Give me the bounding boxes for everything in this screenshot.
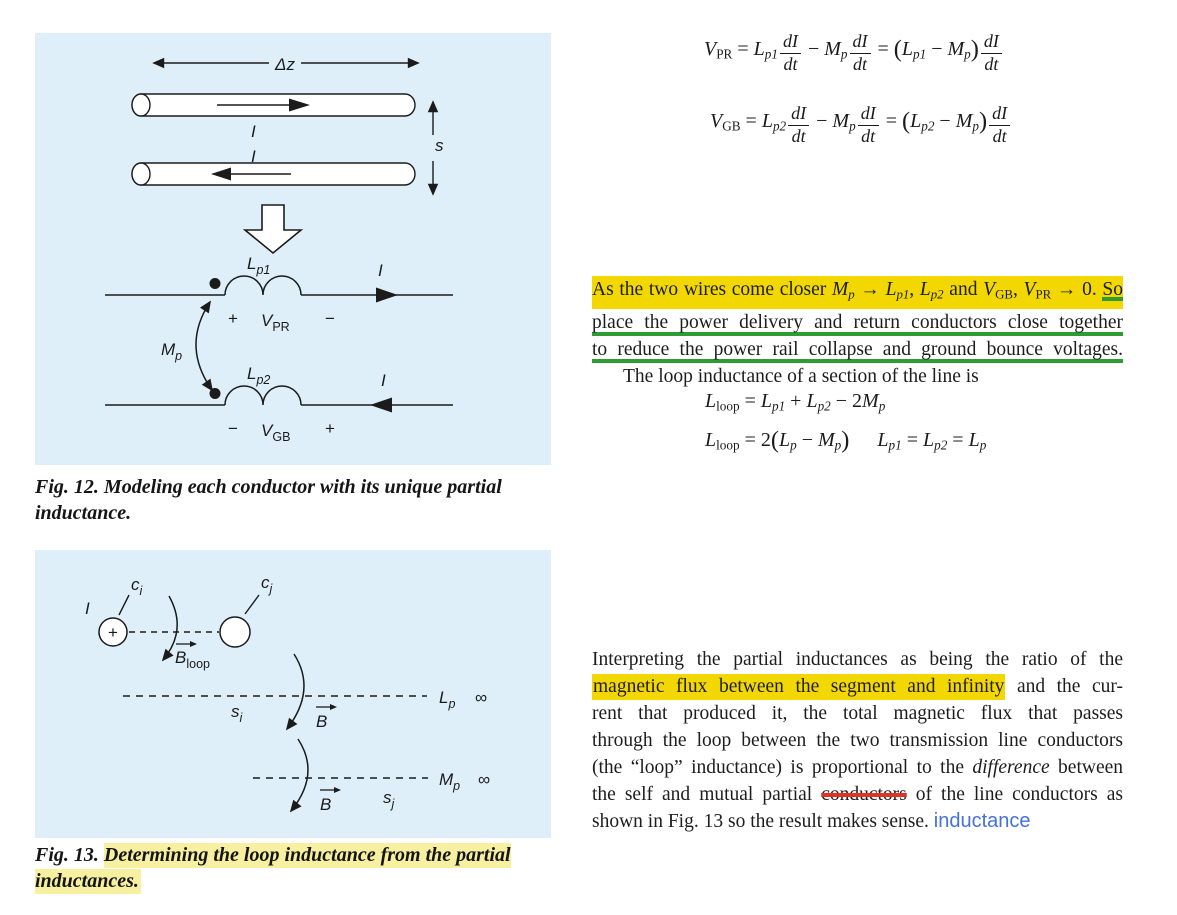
figure-13	[35, 550, 551, 838]
b-vector-arrow-icon-2	[320, 787, 341, 793]
fig13-caption-body-highlighted: Determining the loop inductance from the partial inductances.	[35, 844, 511, 892]
separation-label: s	[435, 136, 444, 155]
ci-label: $c_i$	[131, 575, 143, 598]
cj-label: $c_j$	[261, 573, 273, 596]
paragraph-line: rent that produced it, the total magnetic flux that passes	[592, 703, 1123, 724]
polarity-plus-bottom: +	[325, 419, 335, 438]
paragraph-line: Interpreting the partial inductances as being the ratio of the	[592, 649, 1123, 670]
current-label-circuit-top: I	[378, 261, 383, 280]
vpr-label: $V_{PR}$	[261, 311, 290, 334]
loop-intro-line: The loop inductance of a section of the line is	[623, 365, 979, 387]
circuit-bottom-branch	[105, 386, 453, 405]
bloop-label: $B_{loop}$	[175, 648, 210, 671]
paragraph-line-highlighted: magnetic flux between the segment and infinity and the cur-	[592, 673, 1123, 700]
implies-block-arrow-icon	[245, 205, 301, 253]
fig12-caption-prefix: Fig. 12.	[35, 476, 99, 498]
current-label: I	[85, 599, 90, 618]
vgb-label: $V_{GB}$	[261, 421, 291, 444]
loop-inductance-equations	[705, 390, 1145, 455]
infinity-symbol-1: ∞	[475, 688, 488, 707]
current-arrow-circuit-top	[376, 288, 398, 303]
fig13-caption-prefix: Fig. 13.	[35, 844, 99, 866]
circuit-top-branch	[105, 276, 453, 295]
fig13-diagram	[35, 550, 551, 838]
underlined-line: to reduce the power rail collapse and ground bounce voltages.	[592, 336, 1123, 363]
underlined-line: place the power delivery and return conductors close together	[592, 309, 1123, 336]
equation-lloop-sum: $L_{loop} = L_{p1} + L_{p2} - 2M_p$	[705, 390, 886, 414]
equation-vpr: $V_{PR} = L_{p1}$ $\frac{dI}{dt}$ − $M_p$ $\frac{dI}{dt}$ = $(L_{p1} - M_p)$ $\frac{dI}{dt}$	[704, 32, 1004, 75]
paragraph-line: through the loop between the two transmission line conductors	[592, 730, 1123, 751]
annotated-paragraph	[592, 276, 1123, 390]
sj-label: $s_j$	[383, 788, 395, 811]
b-field-label-2: B	[320, 795, 332, 814]
paragraph-line-with-note: shown in Fig. 13 so the result makes sense. inductance	[592, 810, 1031, 832]
highlighted-line: As the two wires come closer $M_p \to L_{p1}$, $L_{p2}$ and $V_{GB}$, $V_{PR} \to 0$. So	[592, 276, 1123, 309]
current-out-plus: +	[108, 623, 118, 642]
b-field-arc-1	[287, 654, 304, 729]
fig12-diagram	[35, 33, 551, 465]
fig13-caption	[35, 842, 583, 894]
lp2-label: $L_{p2}$	[247, 364, 271, 387]
mp-label: $M_p$	[161, 340, 183, 363]
fig12-caption-body: Modeling each conductor with its unique partial inductance.	[35, 476, 502, 524]
b-field-arc-2	[291, 739, 308, 811]
current-arrow-circuit-bottom	[370, 398, 392, 413]
lp-label: $L_p$	[439, 688, 456, 711]
mp-infinity-label: $M_p$	[439, 770, 461, 793]
conductor-cj-circle	[220, 617, 250, 647]
voltage-equations	[640, 22, 1160, 166]
dot-lp1	[210, 278, 221, 289]
infinity-symbol-2: ∞	[478, 770, 491, 789]
mutual-coupling-arrow	[196, 302, 212, 390]
fig12-caption	[35, 474, 583, 526]
b-field-label-1: B	[316, 712, 328, 731]
polarity-plus-top: +	[228, 309, 238, 328]
si-label: $s_i$	[231, 702, 243, 725]
current-label-bottom: I	[251, 147, 256, 166]
bloop-vector-arrow-icon	[176, 641, 197, 647]
delta-z-label: Δz	[275, 55, 295, 74]
polarity-minus-bottom: −	[228, 419, 238, 438]
paragraph-line: (the “loop” inductance) is proportional to the difference between	[592, 757, 1123, 778]
current-label-top: I	[251, 122, 256, 141]
current-label-circuit-bottom: I	[381, 371, 386, 390]
interpretation-paragraph	[592, 646, 1123, 835]
dot-lp2	[210, 388, 221, 399]
figure-12	[35, 33, 551, 465]
ci-pointer-line	[119, 595, 129, 615]
paragraph-line-strikethrough: the self and mutual partial conductors of the line conductors as	[592, 784, 1123, 805]
b-vector-arrow-icon-1	[316, 704, 337, 710]
equation-vgb: $V_{GB} = L_{p2}$ $\frac{dI}{dt}$ − $M_p$ $\frac{dI}{dt}$ = $(L_{p2} - M_p)$ $\frac{dI}{dt}$	[710, 104, 1012, 147]
polarity-minus-top: −	[325, 309, 335, 328]
equation-lloop-symmetric: $L_{loop} = 2(L_p - M_p) L_{p1} = L_{p2} = L_p$	[705, 426, 987, 454]
cj-pointer-line	[245, 595, 259, 614]
lp1-label: $L_{p1}$	[247, 254, 271, 277]
